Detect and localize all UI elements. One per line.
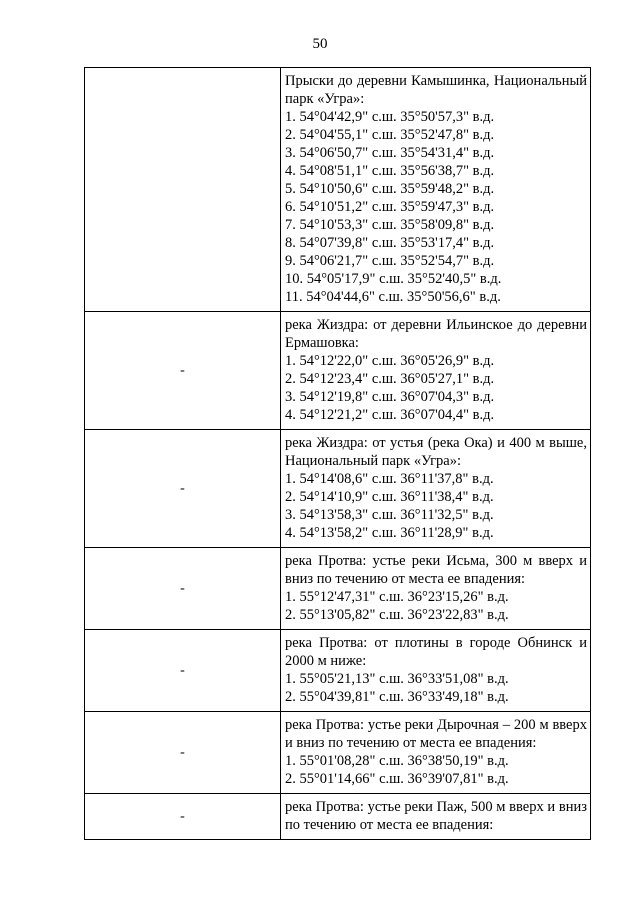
table-row (85, 68, 591, 312)
row-marker: - (180, 744, 185, 760)
site-description-cell (281, 548, 591, 630)
coordinate-line: 3. 54°06'50,7" с.ш. 35°54'31,4" в.д. (285, 145, 495, 161)
site-description: река Протва: от плотины в городе Обнинск и 2000 м ниже: (285, 635, 587, 669)
row-marker-cell (85, 312, 281, 430)
coordinate-line: 11. 54°04'44,6" с.ш. 35°50'56,6" в.д. (285, 289, 501, 305)
row-marker-cell (85, 68, 281, 312)
site-description: река Протва: устье реки Дырочная – 200 м вверх и вниз по течению от места ее впадения: (285, 717, 587, 751)
site-description: река Протва: устье реки Паж, 500 м вверх и вниз по течению от места ее впадения: (285, 799, 587, 833)
coordinate-line: 3. 54°12'19,8" с.ш. 36°07'04,3" в.д. (285, 389, 495, 405)
coordinate-line: 2. 54°04'55,1" с.ш. 35°52'47,8" в.д. (285, 127, 495, 143)
row-marker-cell (85, 430, 281, 548)
coordinate-line: 1. 54°12'22,0" с.ш. 36°05'26,9" в.д. (285, 353, 495, 369)
coordinate-line: 2. 55°01'14,66" с.ш. 36°39'07,81" в.д. (285, 771, 509, 787)
table-row (85, 430, 591, 548)
site-description-cell (281, 68, 591, 312)
coordinate-line: 4. 54°08'51,1" с.ш. 35°56'38,7" в.д. (285, 163, 495, 179)
coordinate-line: 10. 54°05'17,9" с.ш. 35°52'40,5" в.д. (285, 271, 502, 287)
site-description-cell (281, 712, 591, 794)
site-description: Прыски до деревни Камышинка, Национальный парк «Угра»: (285, 73, 587, 107)
coordinate-line: 2. 55°04'39,81" с.ш. 36°33'49,18" в.д. (285, 689, 509, 705)
coordinate-line: 1. 54°14'08,6" с.ш. 36°11'37,8" в.д. (285, 471, 494, 487)
coordinate-line: 9. 54°06'21,7" с.ш. 35°52'54,7" в.д. (285, 253, 495, 269)
coordinate-line: 8. 54°07'39,8" с.ш. 35°53'17,4" в.д. (285, 235, 495, 251)
coordinate-line: 1. 55°01'08,28" с.ш. 36°38'50,19" в.д. (285, 753, 509, 769)
page-number: 50 (312, 36, 328, 52)
coordinate-line: 4. 54°13'58,2" с.ш. 36°11'28,9" в.д. (285, 525, 494, 541)
table-row (85, 630, 591, 712)
row-marker-cell (85, 712, 281, 794)
row-marker-cell (85, 548, 281, 630)
table-row (85, 794, 591, 840)
coordinate-line: 3. 54°13'58,3" с.ш. 36°11'32,5" в.д. (285, 507, 494, 523)
coordinate-line: 2. 54°14'10,9" с.ш. 36°11'38,4" в.д. (285, 489, 494, 505)
site-description-cell (281, 430, 591, 548)
fishing-sites-table (84, 67, 591, 840)
row-marker: - (180, 362, 185, 378)
coordinate-line: 2. 54°12'23,4" с.ш. 36°05'27,1" в.д. (285, 371, 495, 387)
coordinate-line: 6. 54°10'51,2" с.ш. 35°59'47,3" в.д. (285, 199, 495, 215)
coordinate-line: 5. 54°10'50,6" с.ш. 35°59'48,2" в.д. (285, 181, 495, 197)
coordinate-line: 7. 54°10'53,3" с.ш. 35°58'09,8" в.д. (285, 217, 495, 233)
coordinate-line: 1. 54°04'42,9" с.ш. 35°50'57,3" в.д. (285, 109, 495, 125)
coordinate-line: 1. 55°05'21,13" с.ш. 36°33'51,08" в.д. (285, 671, 509, 687)
table-body (85, 68, 591, 840)
row-marker: - (180, 808, 185, 824)
row-marker: - (180, 662, 185, 678)
site-description-cell (281, 630, 591, 712)
site-description: река Жиздра: от устья (река Ока) и 400 м выше, Национальный парк «Угра»: (285, 435, 587, 469)
site-description: река Жиздра: от деревни Ильинское до деревни Ермашовка: (285, 317, 587, 351)
row-marker-cell (85, 630, 281, 712)
row-marker: - (180, 580, 185, 596)
table-row (85, 312, 591, 430)
coordinate-line: 2. 55°13'05,82" с.ш. 36°23'22,83" в.д. (285, 607, 509, 623)
site-description-cell (281, 794, 591, 840)
row-marker-cell (85, 794, 281, 840)
row-marker: - (180, 480, 185, 496)
coordinate-line: 4. 54°12'21,2" с.ш. 36°07'04,4" в.д. (285, 407, 495, 423)
coordinate-line: 1. 55°12'47,31" с.ш. 36°23'15,26" в.д. (285, 589, 509, 605)
site-description-cell (281, 312, 591, 430)
table-row (85, 548, 591, 630)
table-row (85, 712, 591, 794)
site-description: река Протва: устье реки Исьма, 300 м вверх и вниз по течению от места ее впадения: (285, 553, 587, 587)
